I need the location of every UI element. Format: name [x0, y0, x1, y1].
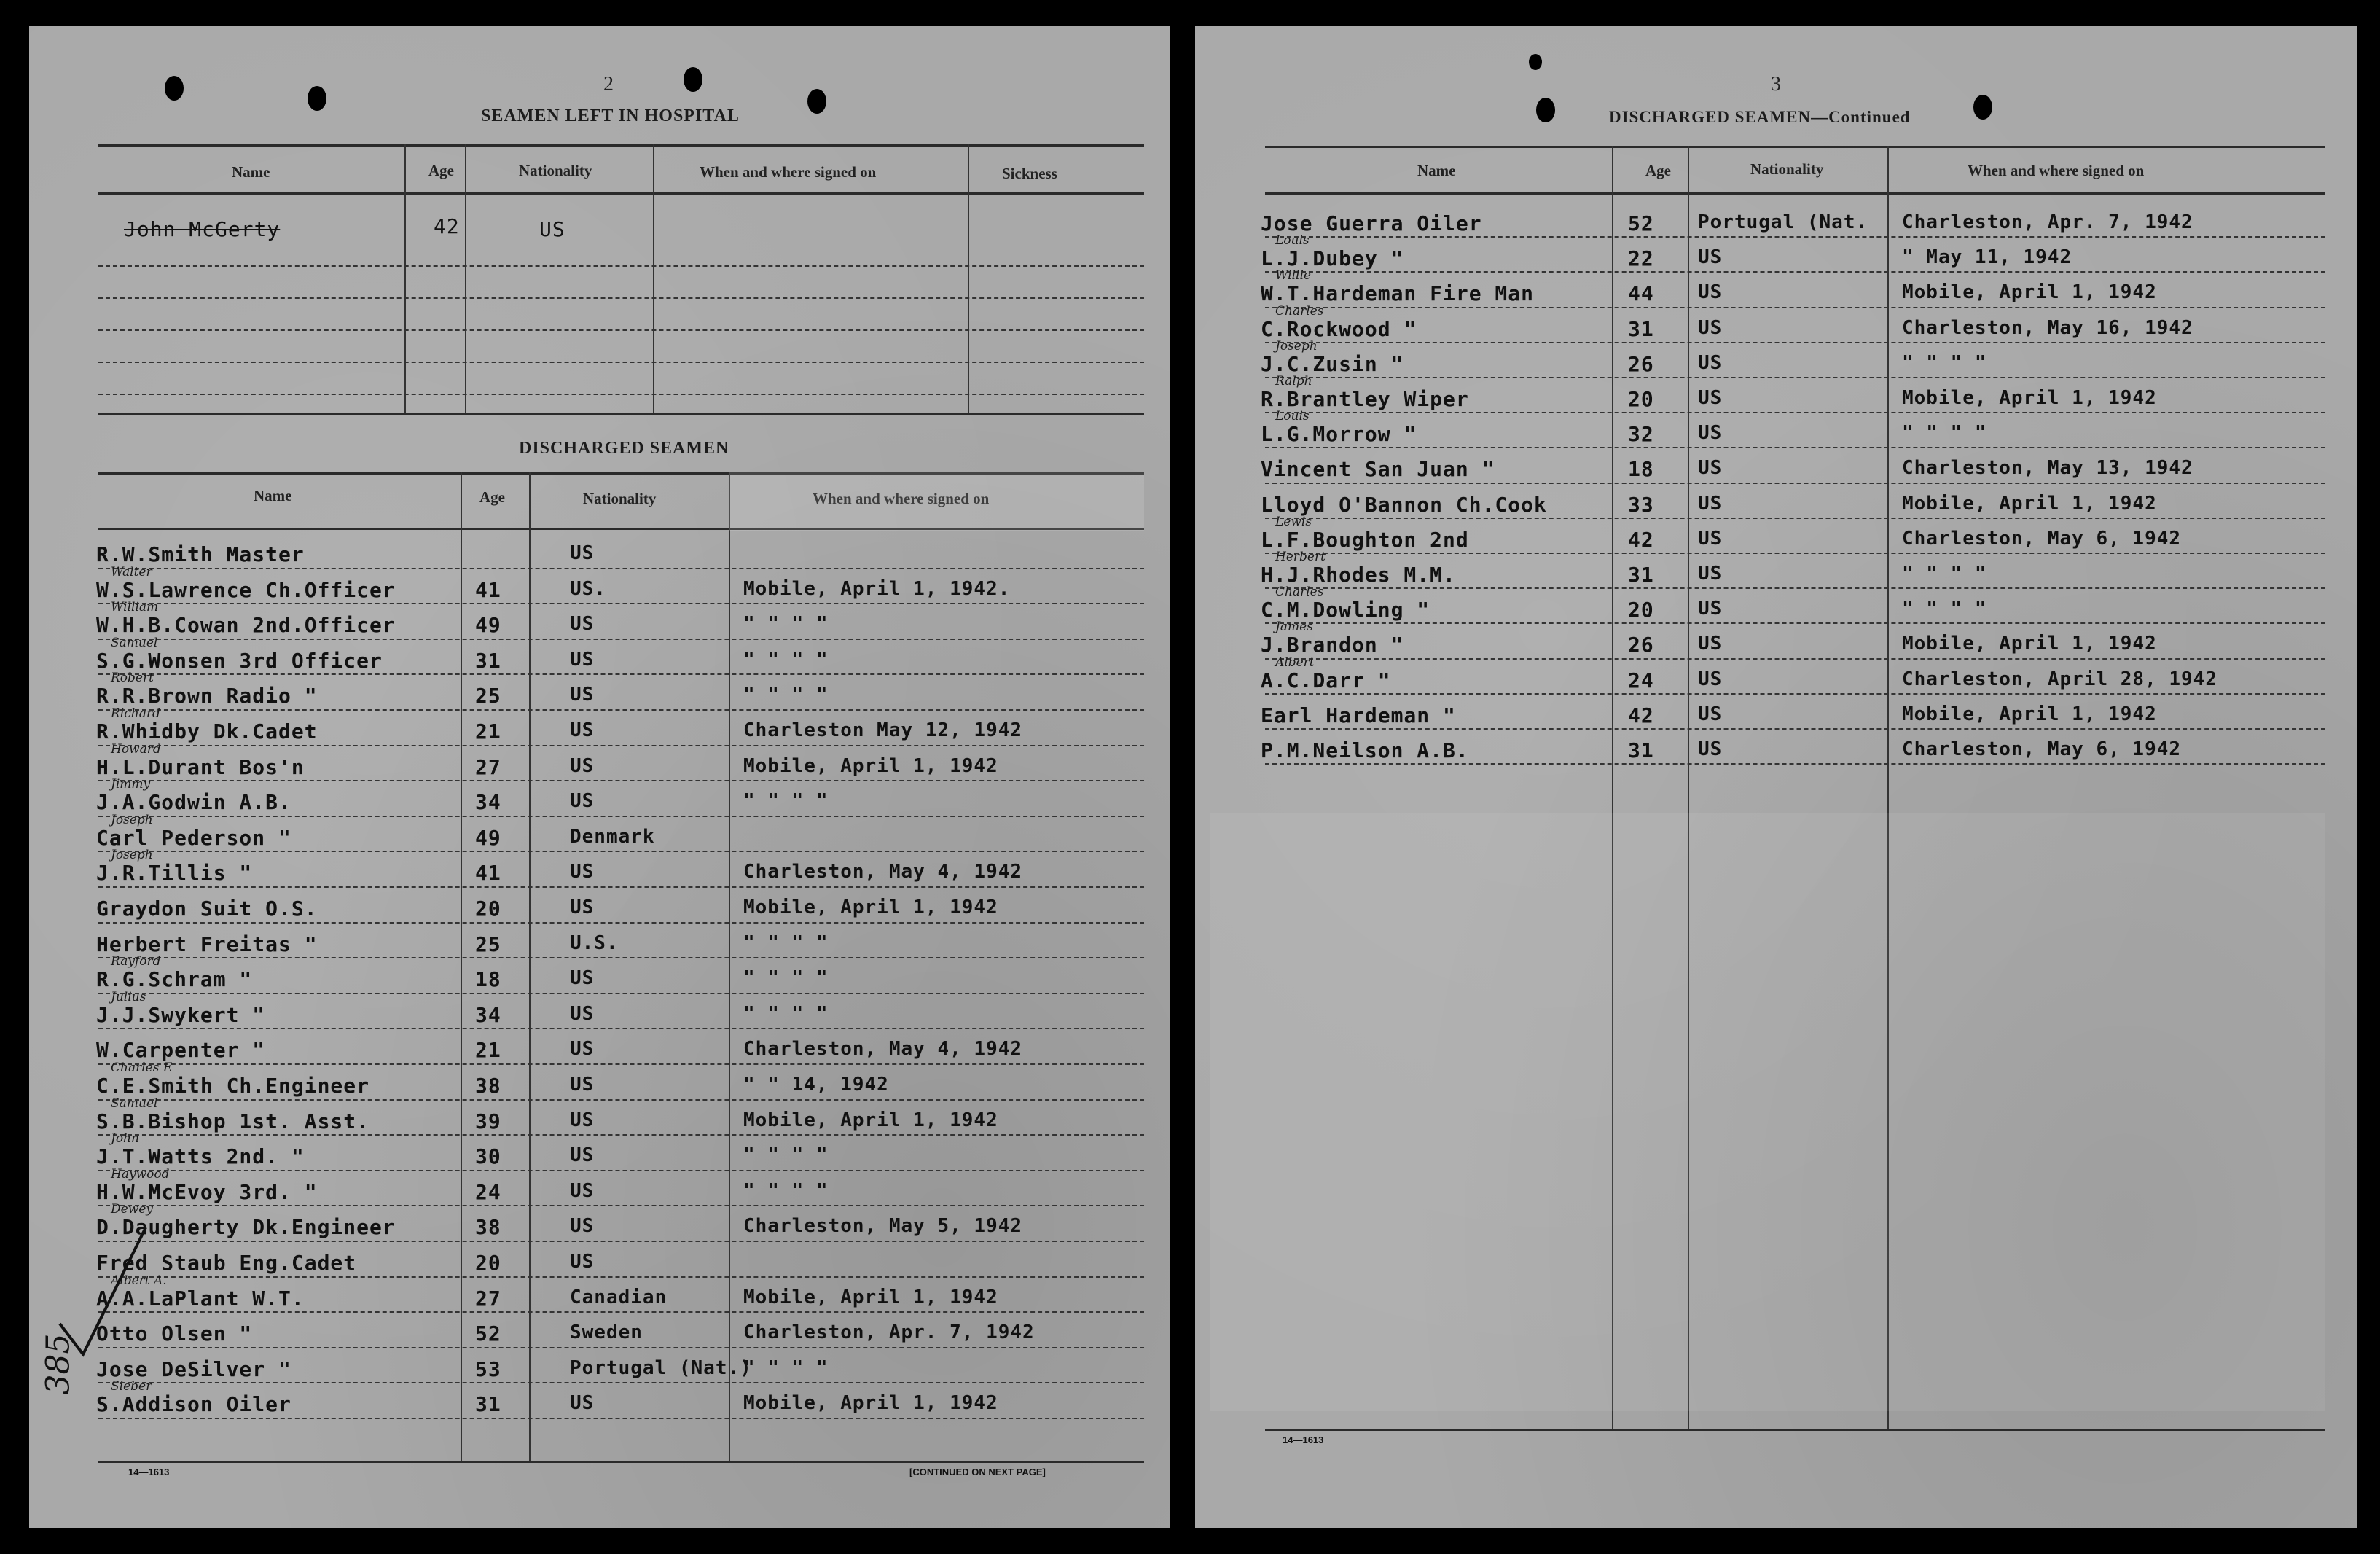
- handwritten-given-name: Sieber: [111, 1379, 152, 1394]
- seaman-age: 25: [475, 932, 501, 956]
- punch-hole: [1529, 54, 1542, 70]
- seaman-nationality: US: [570, 1038, 595, 1061]
- seaman-signed-on: " " " ": [1902, 422, 1987, 445]
- seaman-age: 20: [1628, 387, 1654, 411]
- seaman-name: J.A.Godwin A.B.: [96, 790, 291, 815]
- margin-number: 385: [39, 1333, 77, 1395]
- rule: [1265, 192, 2325, 195]
- seaman-age: 42: [1628, 527, 1654, 552]
- seaman-signed-on: Charleston, May 5, 1942: [743, 1215, 1023, 1238]
- seaman-signed-on: Charleston, Apr. 7, 1942: [1902, 211, 2193, 233]
- rule: [98, 192, 1144, 195]
- dotted-rule: [1265, 342, 2325, 343]
- handwritten-given-name: Joseph: [111, 812, 153, 827]
- dotted-rule: [98, 780, 1144, 781]
- page-number: 3: [1771, 73, 1781, 95]
- seaman-age: 21: [475, 1038, 501, 1063]
- seaman-age: 21: [475, 719, 501, 743]
- seaman-age: 25: [475, 684, 501, 708]
- punch-hole: [1536, 98, 1555, 122]
- handwritten-given-name: Charles E: [111, 1061, 173, 1075]
- handwritten-given-name: Willie: [1275, 268, 1311, 284]
- seaman-age: 41: [475, 861, 501, 886]
- seaman-age: 44: [1628, 281, 1654, 306]
- seaman-name: Carl Pederson ": [96, 825, 291, 850]
- seaman-nationality: US: [570, 719, 595, 741]
- seaman-signed-on: " " " ": [743, 613, 829, 636]
- rule: [1265, 146, 2325, 148]
- column-rule: [404, 144, 406, 413]
- seaman-signed-on: Charleston, May 16, 1942: [1902, 316, 2193, 339]
- dotted-rule: [1265, 307, 2325, 308]
- dotted-rule: [98, 265, 1144, 267]
- seaman-name: A.A.LaPlant W.T.: [96, 1286, 305, 1311]
- handwritten-given-name: Albert A.: [111, 1273, 167, 1288]
- seaman-nationality: US: [1698, 351, 1723, 374]
- seaman-nationality: US: [570, 897, 595, 918]
- seaman-nationality: US: [570, 790, 595, 813]
- punch-hole: [807, 89, 826, 114]
- seaman-name: L.F.Boughton 2nd: [1261, 527, 1469, 552]
- seaman-age: 31: [1628, 563, 1654, 587]
- handwritten-given-name: Joseph: [1275, 338, 1318, 354]
- dotted-rule: [98, 1134, 1144, 1136]
- form-code: 14—1613: [128, 1467, 170, 1477]
- handwritten-given-name: James: [1275, 620, 1313, 635]
- seaman-nationality: Canadian: [570, 1286, 668, 1308]
- seaman-name: L.J.Dubey ": [1261, 246, 1404, 271]
- seaman-nationality: US: [570, 684, 595, 706]
- handwritten-given-name: Louis: [1275, 233, 1310, 249]
- seaman-nationality: US: [570, 1215, 595, 1238]
- dotted-rule: [1265, 447, 2325, 448]
- seaman-signed-on: Charleston, April 28, 1942: [1902, 668, 2217, 690]
- col-header-signed-on: When and where signed on: [813, 490, 990, 507]
- seaman-nationality: US: [570, 967, 595, 990]
- dotted-rule: [98, 639, 1144, 640]
- dotted-rule: [98, 745, 1144, 746]
- seaman-age: 31: [475, 1392, 501, 1417]
- seaman-name: S.Addison Oiler: [96, 1392, 291, 1417]
- page-number: 2: [603, 73, 614, 95]
- handwritten-given-name: Richard: [111, 706, 160, 721]
- form-code: 14—1613: [1283, 1434, 1324, 1445]
- seaman-nationality: US: [570, 1179, 595, 1202]
- rule: [98, 413, 1144, 415]
- seaman-age: 49: [475, 613, 501, 638]
- dotted-rule: [1265, 236, 2325, 238]
- dotted-rule: [98, 1205, 1144, 1206]
- handwritten-given-name: Robert: [111, 671, 154, 686]
- dotted-rule: [98, 1028, 1144, 1029]
- seaman-nationality: Portugal (Nat.: [1698, 211, 1868, 233]
- seaman-signed-on: Mobile, April 1, 1942: [743, 754, 998, 777]
- seaman-nationality: US: [1698, 422, 1723, 445]
- col-header-sickness: Sickness: [1002, 165, 1057, 182]
- dotted-rule: [1265, 518, 2325, 519]
- hospital-age: 42: [434, 214, 460, 238]
- column-rule: [968, 144, 969, 413]
- seaman-nationality: Portugal (Nat.): [570, 1356, 752, 1379]
- dotted-rule: [98, 394, 1144, 395]
- seaman-signed-on: Mobile, April 1, 1942: [743, 1392, 998, 1415]
- seaman-name: Jose Guerra Oiler: [1261, 211, 1482, 235]
- dotted-rule: [1265, 693, 2325, 695]
- seaman-signed-on: Mobile, April 1, 1942: [743, 1286, 998, 1308]
- seaman-signed-on: " " " ": [743, 967, 829, 990]
- handwritten-given-name: Albert: [1275, 655, 1315, 670]
- seaman-age: 22: [1628, 246, 1654, 271]
- seaman-signed-on: " " " ": [743, 1179, 829, 1202]
- seaman-nationality: Denmark: [570, 825, 655, 848]
- seaman-name: Jose DeSilver ": [96, 1356, 291, 1381]
- col-header-nationality: Nationality: [583, 490, 657, 507]
- seaman-signed-on: " " " ": [743, 790, 829, 813]
- seaman-name: R.R.Brown Radio ": [96, 684, 318, 708]
- seaman-nationality: US: [1698, 281, 1723, 304]
- seaman-age: 18: [1628, 457, 1654, 482]
- seaman-name: W.Carpenter ": [96, 1038, 266, 1063]
- seaman-nationality: US: [1698, 563, 1723, 585]
- handwritten-given-name: Lewis: [1275, 514, 1312, 529]
- continued-note: [CONTINUED ON NEXT PAGE]: [909, 1467, 1046, 1477]
- hospital-title: SEAMEN LEFT IN HOSPITAL: [481, 106, 740, 125]
- dotted-rule: [98, 362, 1144, 363]
- dotted-rule: [98, 709, 1144, 711]
- handwritten-given-name: Joseph: [111, 848, 153, 863]
- seaman-age: 30: [475, 1144, 501, 1169]
- handwritten-given-name: Haywood: [111, 1166, 170, 1182]
- seaman-nationality: US: [1698, 246, 1723, 269]
- seaman-age: 41: [475, 577, 501, 602]
- seaman-age: 52: [1628, 211, 1654, 235]
- seaman-name: H.W.McEvoy 3rd. ": [96, 1179, 318, 1204]
- seaman-age: 53: [475, 1356, 501, 1381]
- dotted-rule: [98, 816, 1144, 817]
- seaman-name: Herbert Freitas ": [96, 932, 318, 956]
- rule: [1265, 1429, 2325, 1431]
- col-header-nationality: Nationality: [1750, 160, 1824, 178]
- seaman-signed-on: " " " ": [1902, 351, 1987, 374]
- col-header-name: Name: [254, 487, 292, 504]
- seaman-nationality: US: [1698, 527, 1723, 550]
- handwritten-given-name: Jimmy: [111, 777, 151, 792]
- seaman-name: Earl Hardeman ": [1261, 703, 1456, 727]
- seaman-name: Lloyd O'Bannon Ch.Cook: [1261, 492, 1547, 517]
- seaman-name: J.C.Zusin ": [1261, 351, 1404, 376]
- seaman-signed-on: Mobile, April 1, 1942: [1902, 633, 2157, 655]
- dotted-rule: [98, 297, 1144, 299]
- seaman-age: 34: [475, 1002, 501, 1027]
- dotted-rule: [98, 1099, 1144, 1101]
- handwritten-given-name: William: [111, 600, 159, 615]
- seaman-nationality: US: [1698, 668, 1723, 690]
- seaman-name: Otto Olsen ": [96, 1321, 253, 1346]
- left-page: [29, 26, 1170, 1528]
- seaman-signed-on: Charleston, May 13, 1942: [1902, 457, 2193, 480]
- seaman-name: C.Rockwood ": [1261, 316, 1417, 341]
- dotted-rule: [98, 673, 1144, 675]
- seaman-nationality: US: [570, 1109, 595, 1131]
- seaman-nationality: US: [570, 542, 595, 564]
- seaman-nationality: US: [1698, 633, 1723, 655]
- seaman-signed-on: " " " ": [743, 684, 829, 706]
- seaman-nationality: US: [1698, 598, 1723, 620]
- check-mark-icon: [45, 1222, 154, 1367]
- seaman-nationality: US: [570, 613, 595, 636]
- seaman-signed-on: Charleston, May 6, 1942: [1902, 738, 2182, 760]
- seaman-signed-on: " " " ": [743, 1356, 829, 1379]
- seaman-name: A.C.Darr ": [1261, 668, 1391, 692]
- dotted-rule: [98, 993, 1144, 994]
- punch-hole: [684, 67, 702, 92]
- seaman-nationality: US: [570, 861, 595, 883]
- dotted-rule: [98, 1418, 1144, 1419]
- right-page: [1195, 26, 2357, 1528]
- seaman-nationality: US: [570, 1251, 595, 1273]
- dotted-rule: [98, 603, 1144, 604]
- dotted-rule: [1265, 763, 2325, 765]
- col-header-signed-on: When and where signed on: [700, 163, 877, 181]
- seaman-age: 27: [475, 1286, 501, 1311]
- handwritten-given-name: Samuel: [111, 635, 158, 650]
- col-header-age: Age: [479, 488, 505, 506]
- seaman-signed-on: " " " ": [743, 1002, 829, 1025]
- seaman-nationality: U.S.: [570, 932, 619, 954]
- seaman-nationality: US: [1698, 492, 1723, 515]
- dotted-rule: [98, 922, 1144, 924]
- seaman-age: 20: [1628, 598, 1654, 622]
- dotted-rule: [98, 1276, 1144, 1278]
- seaman-age: 38: [475, 1215, 501, 1240]
- seaman-name: C.E.Smith Ch.Engineer: [96, 1074, 370, 1098]
- seaman-name: J.T.Watts 2nd. ": [96, 1144, 305, 1169]
- seaman-signed-on: Mobile, April 1, 1942: [743, 897, 998, 918]
- col-header-nationality: Nationality: [519, 162, 592, 179]
- column-rule: [465, 144, 466, 413]
- seaman-nationality: US: [570, 1002, 595, 1025]
- dotted-rule: [1265, 271, 2325, 273]
- punch-hole: [165, 76, 184, 101]
- seaman-name: R.G.Schram ": [96, 967, 253, 992]
- handwritten-given-name: Samuel: [111, 1096, 158, 1111]
- punch-hole: [1973, 95, 1992, 120]
- dotted-rule: [1265, 412, 2325, 413]
- dotted-rule: [98, 886, 1144, 888]
- seaman-signed-on: " May 11, 1942: [1902, 246, 2072, 269]
- seaman-age: 52: [475, 1321, 501, 1346]
- seaman-name: C.M.Dowling ": [1261, 598, 1430, 622]
- seaman-age: 20: [475, 1251, 501, 1275]
- col-header-signed-on: When and where signed on: [1968, 162, 2145, 179]
- dotted-rule: [98, 1063, 1144, 1065]
- handwritten-given-name: Rayford: [111, 954, 161, 969]
- column-rule: [653, 144, 654, 413]
- dotted-rule: [98, 1311, 1144, 1313]
- dotted-rule: [98, 957, 1144, 958]
- seaman-signed-on: " " " ": [1902, 598, 1987, 620]
- dotted-rule: [98, 568, 1144, 569]
- hospital-nationality: US: [539, 217, 565, 241]
- continued-title: DISCHARGED SEAMEN—Continued: [1609, 108, 1911, 126]
- seaman-age: 34: [475, 790, 501, 815]
- seaman-age: 33: [1628, 492, 1654, 517]
- rule: [98, 144, 1144, 147]
- seaman-signed-on: Charleston, May 4, 1942: [743, 861, 1023, 883]
- seaman-name: W.H.B.Cowan 2nd.Officer: [96, 613, 396, 638]
- handwritten-given-name: Walter: [111, 564, 152, 579]
- handwritten-given-name: Louis: [1275, 409, 1310, 424]
- seaman-signed-on: " " " ": [743, 932, 829, 954]
- seaman-age: 18: [475, 967, 501, 992]
- dotted-rule: [1265, 587, 2325, 589]
- seaman-name: D.Daugherty Dk.Engineer: [96, 1215, 396, 1240]
- seaman-nationality: US: [570, 648, 595, 671]
- seaman-age: 20: [475, 897, 501, 921]
- seaman-nationality: US: [1698, 738, 1723, 760]
- dotted-rule: [98, 1170, 1144, 1171]
- seaman-name: W.T.Hardeman Fire Man: [1261, 281, 1535, 306]
- seaman-nationality: US: [1698, 387, 1723, 409]
- seaman-name: H.L.Durant Bos'n: [96, 754, 305, 779]
- seaman-age: 31: [1628, 316, 1654, 341]
- handwritten-given-name: Herbert: [1275, 550, 1326, 564]
- seaman-signed-on: Charleston May 12, 1942: [743, 719, 1023, 741]
- seaman-signed-on: " " " ": [1902, 563, 1987, 585]
- seaman-nationality: US: [570, 754, 595, 777]
- rule: [98, 1461, 1144, 1463]
- seaman-signed-on: " " " ": [743, 1144, 829, 1167]
- seaman-nationality: US.: [570, 577, 606, 600]
- seaman-nationality: US: [570, 1074, 595, 1096]
- seaman-signed-on: Mobile, April 1, 1942: [1902, 281, 2157, 304]
- seaman-signed-on: " " " ": [743, 648, 829, 671]
- seaman-age: 26: [1628, 351, 1654, 376]
- handwritten-given-name: Julius: [111, 989, 146, 1004]
- col-header-name: Name: [232, 163, 270, 181]
- seaman-age: 27: [475, 754, 501, 779]
- col-header-age: Age: [1645, 162, 1671, 179]
- seaman-name: R.Whidby Dk.Cadet: [96, 719, 318, 743]
- seaman-name: J.R.Tillis ": [96, 861, 253, 886]
- dotted-rule: [1265, 622, 2325, 624]
- handwritten-given-name: Howard: [111, 741, 161, 757]
- seaman-name: P.M.Neilson A.B.: [1261, 738, 1469, 762]
- seaman-name: R.W.Smith Master: [96, 542, 305, 566]
- dotted-rule: [1265, 483, 2325, 484]
- seaman-signed-on: Mobile, April 1, 1942: [743, 1109, 998, 1131]
- seaman-name: Vincent San Juan ": [1261, 457, 1495, 482]
- seaman-nationality: US: [1698, 316, 1723, 339]
- seaman-nationality: Sweden: [570, 1321, 643, 1344]
- seaman-age: 38: [475, 1074, 501, 1098]
- seaman-signed-on: Mobile, April 1, 1942: [1902, 492, 2157, 515]
- handwritten-given-name: Charles: [1275, 585, 1324, 600]
- seaman-name: J.Brandon ": [1261, 633, 1404, 657]
- handwritten-given-name: Dewey: [111, 1202, 153, 1217]
- discharged-title: DISCHARGED SEAMEN: [519, 439, 729, 458]
- seaman-name: R.Brantley Wiper: [1261, 387, 1469, 411]
- punch-hole: [308, 86, 326, 111]
- seaman-name: S.G.Wonsen 3rd Officer: [96, 648, 383, 673]
- dotted-rule: [98, 329, 1144, 331]
- hospital-name: John McGerty: [124, 217, 281, 241]
- seaman-signed-on: Mobile, April 1, 1942: [1902, 703, 2157, 725]
- dotted-rule: [98, 851, 1144, 852]
- seaman-name: H.J.Rhodes M.M.: [1261, 563, 1456, 587]
- col-header-name: Name: [1417, 162, 1456, 179]
- seaman-signed-on: Charleston, Apr. 7, 1942: [743, 1321, 1035, 1344]
- seaman-name: W.S.Lawrence Ch.Officer: [96, 577, 396, 602]
- seaman-age: 32: [1628, 422, 1654, 447]
- seaman-name: L.G.Morrow ": [1261, 422, 1417, 447]
- dotted-rule: [98, 1382, 1144, 1383]
- handwritten-given-name: John: [111, 1131, 139, 1147]
- paper-fold-shadow: [729, 472, 1144, 531]
- seaman-age: 24: [1628, 668, 1654, 692]
- dotted-rule: [98, 1347, 1144, 1348]
- col-header-age: Age: [428, 162, 454, 179]
- seaman-signed-on: Charleston, May 6, 1942: [1902, 527, 2182, 550]
- dotted-rule: [1265, 377, 2325, 378]
- dotted-rule: [1265, 728, 2325, 730]
- seaman-name: Fred Staub Eng.Cadet: [96, 1251, 357, 1275]
- seaman-age: 26: [1628, 633, 1654, 657]
- seaman-name: J.J.Swykert ": [96, 1002, 266, 1027]
- seaman-age: 31: [1628, 738, 1654, 762]
- seaman-signed-on: " " 14, 1942: [743, 1074, 889, 1096]
- dotted-rule: [1265, 553, 2325, 554]
- seaman-nationality: US: [1698, 457, 1723, 480]
- seaman-age: 49: [475, 825, 501, 850]
- seaman-name: S.B.Bishop 1st. Asst.: [96, 1109, 370, 1133]
- seaman-age: 24: [475, 1179, 501, 1204]
- seaman-nationality: US: [570, 1392, 595, 1415]
- handwritten-given-name: Charles: [1275, 303, 1324, 319]
- dotted-rule: [98, 1241, 1144, 1242]
- dotted-rule: [1265, 658, 2325, 660]
- seaman-nationality: US: [1698, 703, 1723, 725]
- handwritten-given-name: Ralph: [1275, 374, 1312, 388]
- seaman-signed-on: Mobile, April 1, 1942: [1902, 387, 2157, 409]
- seaman-age: 42: [1628, 703, 1654, 727]
- seaman-signed-on: Charleston, May 4, 1942: [743, 1038, 1023, 1061]
- seaman-signed-on: Mobile, April 1, 1942.: [743, 577, 1011, 600]
- seaman-name: Graydon Suit O.S.: [96, 897, 318, 921]
- seaman-age: 39: [475, 1109, 501, 1133]
- seaman-nationality: US: [570, 1144, 595, 1167]
- underlying-print-area: [1210, 813, 2325, 1411]
- seaman-age: 31: [475, 648, 501, 673]
